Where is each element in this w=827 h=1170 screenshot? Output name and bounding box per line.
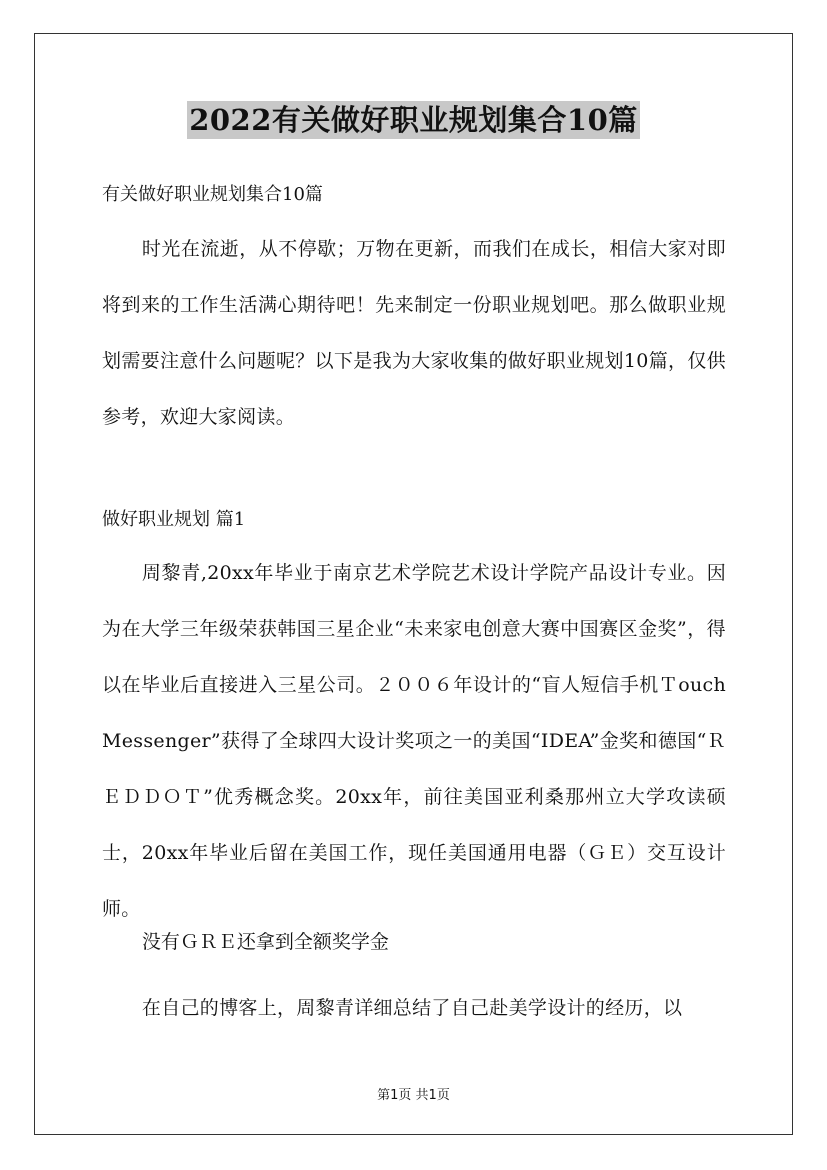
section-paragraph-continued: 在自己的博客上，周黎青详细总结了自己赴美学设计的经历，以 (141, 997, 683, 1019)
document-title-text: 2022有关做好职业规划集合10篇 (189, 103, 638, 137)
section-paragraph: 周黎青,20xx年毕业于南京艺术学院艺术设计学院产品设计专业。因为在大学三年级荣获韩国三星企业“未来家电创意大赛中国赛区金奖”，得以在毕业后直接进入三星公司。２００６年设计的“盲人短信手机Ｔouch Messenger”获得了全球四大设计奖项之一的美国“IDEA”金奖和德国“ＲＥＤＤＯＴ”优秀概念奖。20xx年，前往美国亚利桑那州立大学攻读硕士，20xx年毕业后留在美国工作，现任美国通用电器（ＧＥ）交互设计师。 (102, 562, 726, 921)
document-title (0, 98, 827, 139)
document-subtitle: 有关做好职业规划集合10篇 (102, 184, 323, 205)
page-footer: 第1页 共1页 (377, 1088, 450, 1103)
intro-paragraph: 时光在流逝，从不停歇；万物在更新，而我们在成长，相信大家对即将到来的工作生活满心期待吧！先来制定一份职业规划吧。那么做职业规划需要注意什么问题呢？以下是我为大家收集的做好职业规划10篇，仅供参考，欢迎大家阅读。 (102, 238, 726, 429)
section-heading: 做好职业规划 篇1 (102, 509, 246, 530)
section-subheading: 没有ＧＲＥ还拿到全额奖学金 (141, 931, 389, 953)
